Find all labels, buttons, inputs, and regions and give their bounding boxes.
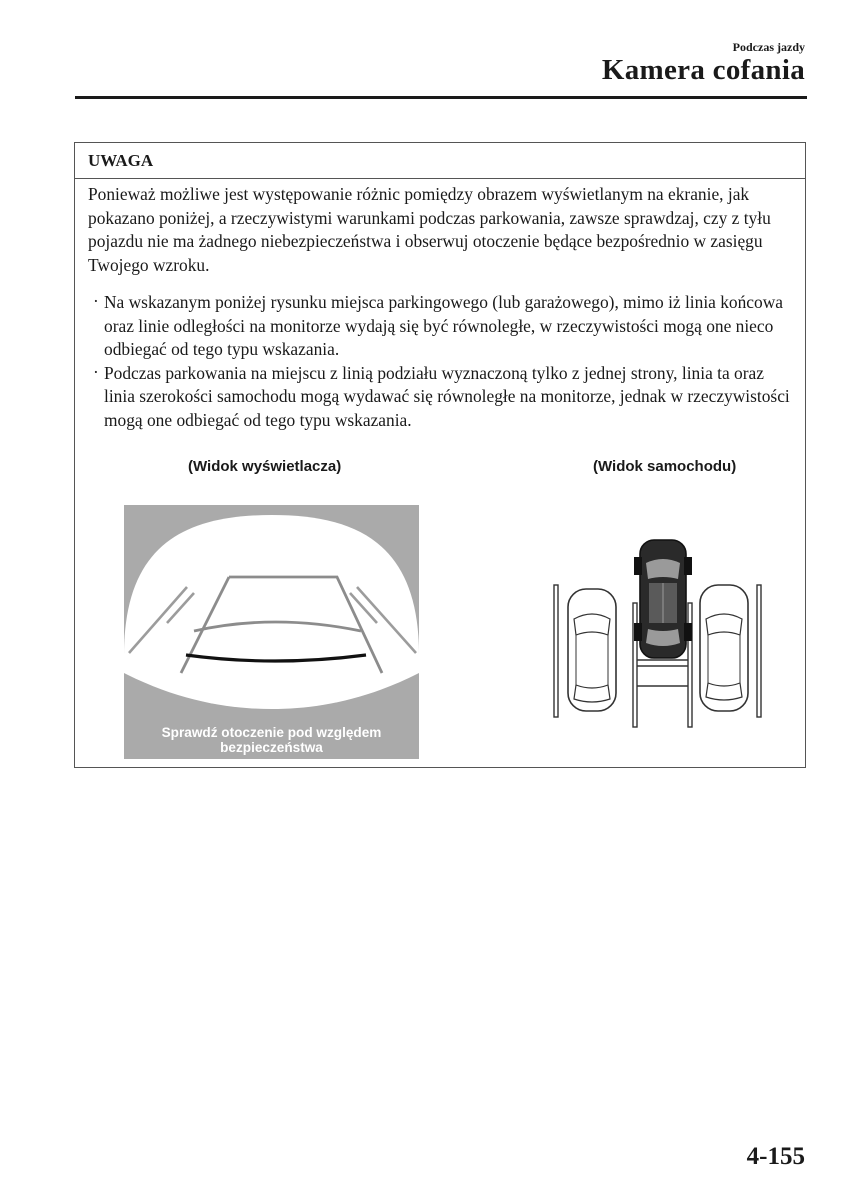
bullet-text: Podczas parkowania na miejscu z linią podziału wyznaczoną tylko z jednej strony, linia ta oraz linia szerokości samochodu mogą wydawać się równoległe na monitorze, jednak w rzeczywistości mogą one odbiegać od tego typu wskazania. <box>104 362 790 430</box>
warning-heading: UWAGA <box>75 143 805 179</box>
warning-bullets <box>88 291 795 432</box>
camera-display-graphic <box>124 505 419 759</box>
own-car <box>634 540 692 658</box>
header-rule <box>75 96 807 99</box>
warning-intro: Ponieważ możliwe jest występowanie różnic pomiędzy obrazem wyświetlanym na ekranie, jak pokazano poniżej, a rzeczywistymi warunkami podczas parkowania, zawsze sprawdzaj, czy z tyłu pojazdu nie ma żadnego niebezpieczeństwa i obserwuj otoczenie będące bezpośrednio w zasięgu Twojego wzroku. <box>88 184 771 275</box>
section-label: Podczas jazdy <box>732 40 805 54</box>
left-parked-car <box>568 589 616 711</box>
bullet-dot-icon: · <box>93 361 99 382</box>
camera-display-illustration <box>124 505 419 759</box>
divider-line-right <box>688 603 692 727</box>
vehicle-topview-illustration <box>550 535 765 731</box>
display-safety-message: Sprawdź otoczenie pod względem bezpieczeństwa <box>161 725 382 755</box>
page-number: 4-155 <box>746 1143 805 1170</box>
bullet-text: Na wskazanym poniżej rysunku miejsca parkingowego (lub garażowego), mimo iż linia końcowa oraz linie odległości na monitorze wydają się być równoległe, w rzeczywistości mogą one nieco odbiegać od tego typu wskazania. <box>104 292 783 359</box>
page-title: Kamera cofania <box>601 54 805 86</box>
warning-box <box>74 142 806 768</box>
display-view-caption: (Widok wyświetlacza) <box>188 458 342 475</box>
bullet-item <box>88 362 795 433</box>
right-parked-car <box>700 585 748 711</box>
bullet-dot-icon: · <box>93 291 99 311</box>
divider-line-left <box>633 603 637 727</box>
display-view-area <box>124 515 419 709</box>
right-parking-line <box>757 585 761 717</box>
vehicle-view-caption: (Widok samochodu) <box>593 458 737 475</box>
bullet-item <box>88 291 795 362</box>
left-parking-line <box>554 585 558 717</box>
vehicle-topview-graphic <box>550 535 765 731</box>
warning-body <box>75 179 805 432</box>
